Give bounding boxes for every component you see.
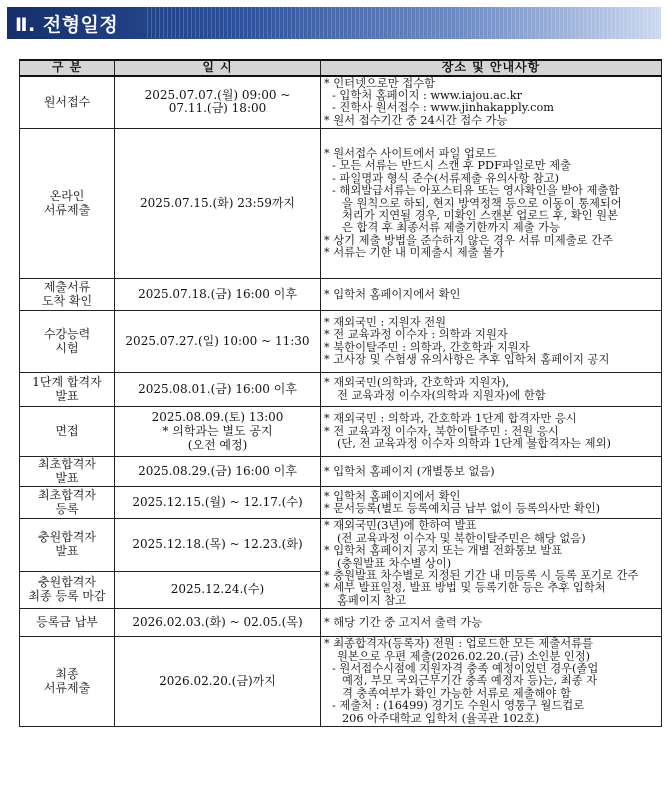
category-line: 서류제출: [43, 680, 91, 695]
notice-line: * 세부 발표일정, 발표 방법 및 등록기한 등은 추후 입학처: [324, 581, 606, 595]
header-stripe-pattern: [147, 7, 661, 39]
table-row: [20, 373, 662, 407]
row-category: [20, 571, 115, 609]
section-header: [7, 7, 661, 39]
notice-line: - 모든 서류는 반드시 스캔 후 PDF파일로만 제출: [332, 159, 571, 173]
row-place-notice: [321, 637, 662, 727]
row-category: [20, 609, 115, 637]
category-line: 서류제출: [43, 202, 91, 217]
row-category: [20, 457, 115, 487]
notice-line: 격 충족여부가 확인 가능한 서류로 제출해야 함: [342, 686, 571, 700]
notice-line: 을 원칙으로 하되, 현지 방역정책 등으로 이동이 통제되어: [342, 196, 622, 210]
notice-line: * 상기 제출 방법을 준수하지 않은 경우 서류 미제출로 간주: [324, 233, 613, 247]
notice-line: - 진학사 원서접수 : www.jinhakapply.com: [332, 101, 555, 115]
category-line: 면접: [55, 423, 79, 438]
notice-line: * 재외국민 : 지원자 전원: [324, 315, 447, 329]
table-row: [20, 457, 662, 487]
table-row: [20, 637, 662, 727]
row-category: [20, 373, 115, 407]
row-datetime: [115, 279, 321, 311]
column-header-category: 구 분: [20, 60, 115, 76]
schedule-table: [19, 59, 662, 727]
notice-line: * 최종합격자(등록자) 전원 : 업로드한 모든 제출서류를: [324, 637, 593, 651]
category-line: 최종 등록 마감: [28, 588, 106, 603]
category-line: 최종: [55, 667, 79, 682]
row-category: [20, 519, 115, 571]
row-category: [20, 279, 115, 311]
table-row: [20, 487, 662, 519]
notice-line: - 입학처 홈페이지 : www.iajou.ac.kr: [332, 89, 523, 102]
section-title: Ⅱ. 전형일정: [15, 14, 119, 36]
category-line: 최초합격자: [38, 457, 96, 472]
row-place-notice: [321, 609, 662, 637]
category-line: 온라인: [49, 189, 85, 204]
notice-line: - 해외발급서류는 아포스티유 또는 영사확인을 받아 제출함: [332, 184, 620, 198]
datetime-line: 2025.08.01.(금) 16:00 이후: [138, 381, 297, 396]
notice-line: * 전 교육과정 이수자 : 의학과 지원자: [324, 328, 508, 342]
notice-line: * 원서접수 사이트에서 파일 업로드: [324, 146, 497, 160]
table-header-row: [20, 60, 662, 76]
category-line: 1단계 합격자: [32, 375, 102, 390]
row-place-notice: [321, 487, 662, 519]
row-datetime: [115, 487, 321, 519]
category-line: 원서접수: [43, 94, 91, 109]
table-row: [20, 407, 662, 457]
notice-line: - 파일명과 형식 준수(서류제출 유의사항 참고): [332, 171, 560, 185]
category-line: 발표: [55, 388, 79, 403]
row-datetime: [115, 519, 321, 571]
datetime-line: * 의학과는 별도 공지: [162, 423, 273, 438]
row-datetime: [115, 76, 321, 129]
datetime-line: 2025.08.09.(토) 13:00: [151, 410, 284, 425]
datetime-line: 2026.02.03.(화) ~ 02.05.(목): [132, 614, 303, 629]
table-row: [20, 519, 662, 571]
category-line: 발표: [55, 544, 79, 559]
datetime-line: 2025.08.29.(금) 16:00 이후: [138, 464, 297, 479]
row-category: [20, 637, 115, 727]
notice-line: * 인터넷으로만 접수함: [324, 76, 436, 90]
notice-line: * 원서 접수기간 중 24시간 접수 가능: [324, 113, 508, 127]
category-line: 시험: [55, 340, 79, 355]
table-row: [20, 129, 662, 279]
notice-line: - 원서접수시점에 지원자격 충족 예정이었던 경우(졸업: [332, 662, 599, 676]
notice-line: * 입학처 홈페이지에서 확인: [324, 287, 461, 301]
notice-line: * 입학처 홈페이지에서 확인: [324, 489, 461, 503]
notice-line: - 제출처 : (16499) 경기도 수원시 영통구 월드컵로: [332, 699, 585, 713]
notice-line: (충원발표 차수별 상이): [337, 556, 452, 570]
row-place-notice: [321, 373, 662, 407]
category-line: 도착 확인: [41, 293, 93, 308]
datetime-line: 2025.12.18.(목) ~ 12.23.(화): [132, 537, 303, 552]
row-datetime: [115, 609, 321, 637]
table-row: [20, 279, 662, 311]
row-datetime: [115, 637, 321, 727]
notice-line: * 재외국민(의학과, 간호학과 지원자),: [324, 376, 510, 390]
notice-line: * 입학처 홈페이지 공지 또는 개별 전화통보 발표: [324, 544, 563, 558]
datetime-line: 2025.07.27.(일) 10:00 ~ 11:30: [125, 333, 310, 348]
category-line: 충원합격자: [38, 530, 96, 545]
notice-line: * 북한이탈주민 : 의학과, 간호학과 지원자: [324, 340, 530, 354]
notice-line: 은 합격 후 최종서류 제출기한까지 제출 가능: [342, 221, 560, 235]
row-place-notice: [321, 407, 662, 457]
row-place-notice: [321, 279, 662, 311]
row-category: [20, 129, 115, 279]
notice-line: * 입학처 홈페이지 (개별통보 없음): [324, 464, 495, 478]
table-row: [20, 76, 662, 129]
row-place-notice: [321, 129, 662, 279]
notice-line: (단, 전 교육과정 이수자 의학과 1단계 불합격자는 제외): [337, 436, 611, 450]
table-row: [20, 311, 662, 373]
category-line: 수강능력: [43, 327, 91, 342]
notice-line: 원본으로 우편 제출(2026.02.20.(금) 소인분 인정): [337, 649, 591, 663]
row-place-notice: [321, 457, 662, 487]
notice-line: * 충원발표 차수별로 지정된 기간 내 미등록 시 등록 포기로 간주: [324, 569, 639, 583]
notice-line: 206 아주대학교 입학처 (율곡관 102호): [342, 711, 540, 725]
row-datetime: [115, 311, 321, 373]
row-datetime: [115, 571, 321, 609]
row-datetime: [115, 407, 321, 457]
row-category: [20, 487, 115, 519]
notice-line: * 재외국민 : 의학과, 간호학과 1단계 합격자만 응시: [324, 412, 577, 426]
row-datetime: [115, 373, 321, 407]
notice-line: * 고사장 및 수험생 유의사항은 추후 입학처 홈페이지 공지: [324, 353, 610, 367]
row-datetime: [115, 129, 321, 279]
row-place-notice: [321, 519, 662, 609]
notice-line: 홈페이지 참고: [337, 593, 407, 607]
datetime-line: 2025.12.15.(월) ~ 12.17.(수): [132, 495, 303, 510]
category-line: 충원합격자: [38, 575, 96, 590]
category-line: 등록: [55, 501, 79, 516]
column-header-place-notice: 장소 및 안내사항: [321, 60, 662, 76]
datetime-line: 2025.07.15.(화) 23:59까지: [139, 195, 296, 210]
table-row: [20, 609, 662, 637]
datetime-line: 07.11.(금) 18:00: [168, 101, 267, 116]
datetime-line: 2025.07.07.(월) 09:00 ~: [144, 87, 291, 102]
row-category: [20, 311, 115, 373]
notice-line: * 전 교육과정 이수자, 북한이탈주민 : 전원 응시: [324, 424, 559, 438]
row-datetime: [115, 457, 321, 487]
notice-line: 처리가 지연될 경우, 미확인 스캔본 업로드 후, 확인 원본: [342, 208, 618, 222]
notice-line: * 재외국민(3년)에 한하여 발표: [324, 519, 477, 533]
category-line: 제출서류: [43, 280, 91, 295]
notice-line: * 해당 기간 중 고지서 출력 가능: [324, 615, 483, 629]
category-line: 최초합격자: [38, 488, 96, 503]
row-category: [20, 76, 115, 129]
row-category: [20, 407, 115, 457]
datetime-line: 2025.07.18.(금) 16:00 이후: [138, 286, 297, 301]
notice-line: 전 교육과정 이수자(의학과 지원자)에 한함: [337, 388, 546, 402]
category-line: 발표: [55, 470, 79, 485]
notice-line: * 문서등록(별도 등록예치금 납부 없이 등록의사만 확인): [324, 501, 601, 515]
row-place-notice: [321, 311, 662, 373]
datetime-line: (오전 예정): [187, 437, 248, 452]
notice-line: 예정, 부모 국외근무기간 충족 예정자 등)는, 최종 자: [342, 674, 597, 688]
category-line: 등록금 납부: [36, 614, 98, 629]
notice-line: * 서류는 기한 내 미제출시 제출 불가: [324, 246, 504, 260]
datetime-line: 2026.02.20.(금)까지: [159, 673, 276, 688]
column-header-datetime: 일 시: [115, 60, 321, 76]
datetime-line: 2025.12.24.(수): [170, 582, 265, 597]
notice-line: (전 교육과정 이수자 및 북한이탈주민은 해당 없음): [337, 531, 586, 545]
row-place-notice: [321, 76, 662, 129]
